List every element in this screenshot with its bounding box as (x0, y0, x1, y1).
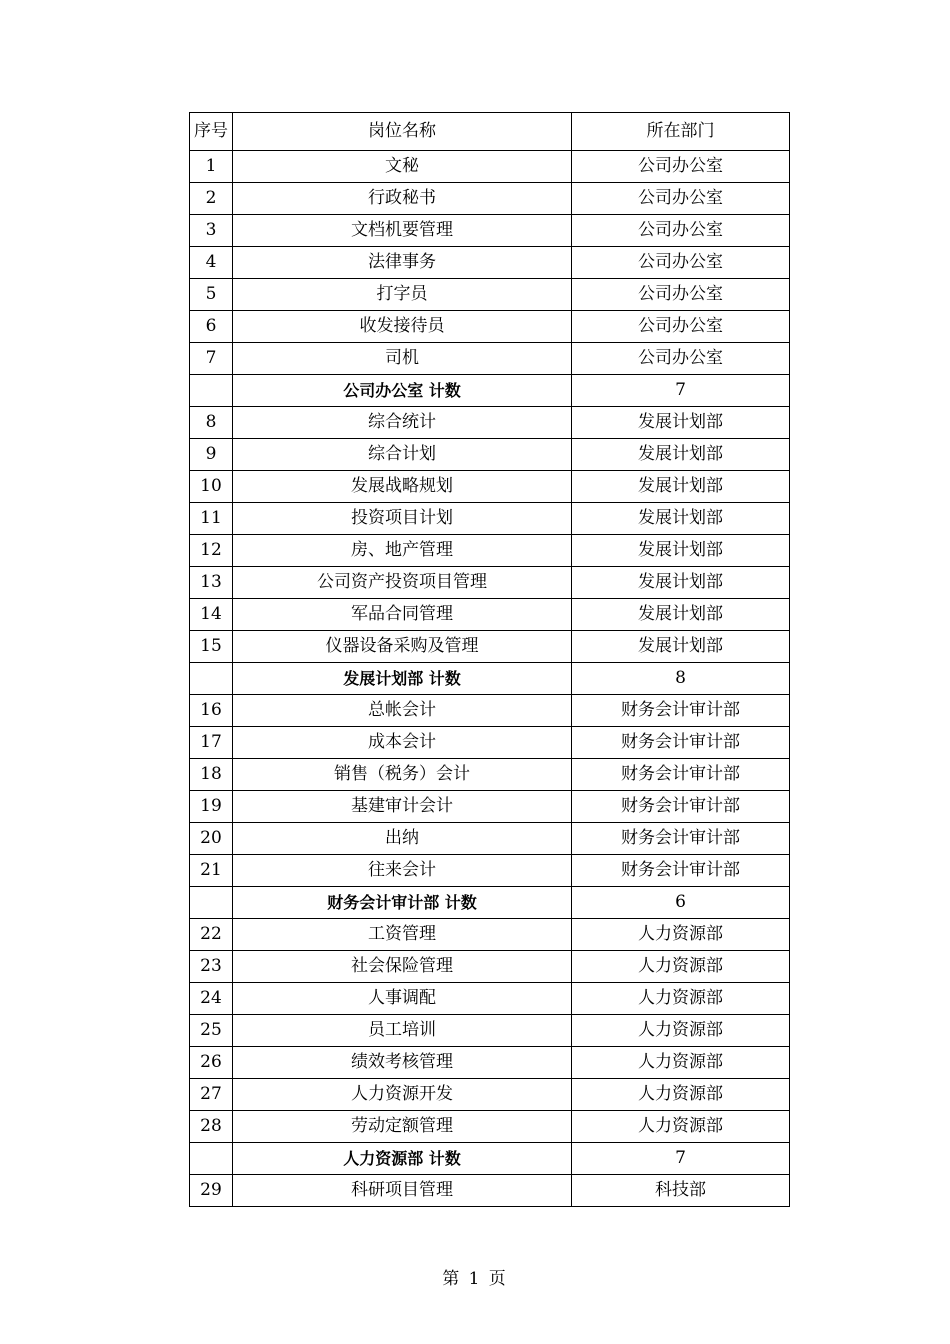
cell-post: 综合计划 (233, 439, 572, 471)
cell-dept: 人力资源部 (572, 1111, 790, 1143)
cell-no: 27 (190, 1079, 233, 1111)
cell-dept: 财务会计审计部 (572, 727, 790, 759)
cell-no: 7 (190, 343, 233, 375)
table-row (190, 983, 790, 1015)
cell-no: 5 (190, 279, 233, 311)
cell-no: 10 (190, 471, 233, 503)
cell-dept: 公司办公室 (572, 183, 790, 215)
cell-no: 19 (190, 791, 233, 823)
cell-no: 22 (190, 919, 233, 951)
header-post: 岗位名称 (233, 113, 572, 151)
subtotal-blank-cell (190, 375, 233, 407)
subtotal-row (190, 887, 790, 919)
cell-post: 军品合同管理 (233, 599, 572, 631)
cell-no: 16 (190, 695, 233, 727)
cell-post: 工资管理 (233, 919, 572, 951)
table-row (190, 215, 790, 247)
subtotal-count: 6 (572, 887, 790, 919)
table-row (190, 759, 790, 791)
cell-post: 房、地产管理 (233, 535, 572, 567)
cell-no: 2 (190, 183, 233, 215)
cell-post: 打字员 (233, 279, 572, 311)
subtotal-row (190, 1143, 790, 1175)
table-row (190, 183, 790, 215)
cell-post: 劳动定额管理 (233, 1111, 572, 1143)
cell-dept: 发展计划部 (572, 503, 790, 535)
cell-dept: 发展计划部 (572, 631, 790, 663)
cell-post: 总帐会计 (233, 695, 572, 727)
table-row (190, 567, 790, 599)
cell-dept: 发展计划部 (572, 599, 790, 631)
cell-no: 25 (190, 1015, 233, 1047)
cell-dept: 公司办公室 (572, 247, 790, 279)
cell-dept: 人力资源部 (572, 919, 790, 951)
table-row (190, 951, 790, 983)
table-row (190, 919, 790, 951)
table-row (190, 535, 790, 567)
table-row (190, 631, 790, 663)
table-row (190, 343, 790, 375)
subtotal-blank-cell (190, 1143, 233, 1175)
cell-dept: 财务会计审计部 (572, 823, 790, 855)
cell-post: 人事调配 (233, 983, 572, 1015)
cell-dept: 发展计划部 (572, 535, 790, 567)
subtotal-count: 7 (572, 1143, 790, 1175)
cell-post: 发展战略规划 (233, 471, 572, 503)
table-row (190, 1175, 790, 1207)
cell-post: 人力资源开发 (233, 1079, 572, 1111)
cell-no: 13 (190, 567, 233, 599)
cell-dept: 发展计划部 (572, 407, 790, 439)
subtotal-label: 发展计划部 计数 (233, 663, 572, 695)
header-dept: 所在部门 (572, 113, 790, 151)
table-row (190, 1079, 790, 1111)
subtotal-label: 财务会计审计部 计数 (233, 887, 572, 919)
cell-dept: 人力资源部 (572, 1015, 790, 1047)
table-row (190, 279, 790, 311)
cell-no: 20 (190, 823, 233, 855)
cell-dept: 发展计划部 (572, 567, 790, 599)
table-row (190, 1111, 790, 1143)
cell-no: 14 (190, 599, 233, 631)
cell-dept: 财务会计审计部 (572, 791, 790, 823)
table-row (190, 599, 790, 631)
cell-post: 文档机要管理 (233, 215, 572, 247)
table-row (190, 151, 790, 183)
cell-post: 成本会计 (233, 727, 572, 759)
cell-dept: 财务会计审计部 (572, 855, 790, 887)
cell-no: 9 (190, 439, 233, 471)
cell-no: 24 (190, 983, 233, 1015)
header-no: 序号 (190, 113, 233, 151)
cell-post: 文秘 (233, 151, 572, 183)
cell-no: 15 (190, 631, 233, 663)
cell-dept: 人力资源部 (572, 1047, 790, 1079)
cell-post: 员工培训 (233, 1015, 572, 1047)
cell-dept: 发展计划部 (572, 439, 790, 471)
table-row (190, 1047, 790, 1079)
table-row (190, 439, 790, 471)
cell-no: 6 (190, 311, 233, 343)
cell-dept: 财务会计审计部 (572, 759, 790, 791)
subtotal-row (190, 663, 790, 695)
cell-post: 行政秘书 (233, 183, 572, 215)
table-row (190, 695, 790, 727)
table-row (190, 855, 790, 887)
subtotal-blank-cell (190, 663, 233, 695)
cell-no: 3 (190, 215, 233, 247)
subtotal-row (190, 375, 790, 407)
cell-dept: 人力资源部 (572, 951, 790, 983)
cell-post: 公司资产投资项目管理 (233, 567, 572, 599)
cell-dept: 公司办公室 (572, 279, 790, 311)
cell-dept: 人力资源部 (572, 1079, 790, 1111)
cell-no: 1 (190, 151, 233, 183)
table-row (190, 823, 790, 855)
cell-post: 社会保险管理 (233, 951, 572, 983)
cell-no: 12 (190, 535, 233, 567)
cell-post: 绩效考核管理 (233, 1047, 572, 1079)
cell-post: 法律事务 (233, 247, 572, 279)
cell-dept: 公司办公室 (572, 151, 790, 183)
cell-post: 收发接待员 (233, 311, 572, 343)
cell-post: 出纳 (233, 823, 572, 855)
subtotal-label: 公司办公室 计数 (233, 375, 572, 407)
cell-dept: 科技部 (572, 1175, 790, 1207)
table-row (190, 503, 790, 535)
table-row (190, 407, 790, 439)
cell-post: 基建审计会计 (233, 791, 572, 823)
cell-no: 28 (190, 1111, 233, 1143)
cell-no: 21 (190, 855, 233, 887)
cell-post: 往来会计 (233, 855, 572, 887)
cell-post: 投资项目计划 (233, 503, 572, 535)
cell-dept: 发展计划部 (572, 471, 790, 503)
cell-no: 26 (190, 1047, 233, 1079)
cell-no: 29 (190, 1175, 233, 1207)
subtotal-count: 7 (572, 375, 790, 407)
cell-dept: 公司办公室 (572, 311, 790, 343)
cell-no: 8 (190, 407, 233, 439)
cell-no: 4 (190, 247, 233, 279)
table-row (190, 311, 790, 343)
cell-post: 仪器设备采购及管理 (233, 631, 572, 663)
cell-no: 17 (190, 727, 233, 759)
cell-post: 科研项目管理 (233, 1175, 572, 1207)
cell-no: 11 (190, 503, 233, 535)
post-table (189, 112, 790, 1207)
cell-no: 23 (190, 951, 233, 983)
subtotal-blank-cell (190, 887, 233, 919)
page-number: 第 1 页 (442, 1269, 508, 1289)
table-row (190, 471, 790, 503)
table-row (190, 727, 790, 759)
cell-no: 18 (190, 759, 233, 791)
table-header-row (190, 113, 790, 151)
cell-dept: 公司办公室 (572, 215, 790, 247)
cell-post: 销售（税务）会计 (233, 759, 572, 791)
table-row (190, 247, 790, 279)
subtotal-count: 8 (572, 663, 790, 695)
table-row (190, 791, 790, 823)
cell-post: 司机 (233, 343, 572, 375)
cell-dept: 人力资源部 (572, 983, 790, 1015)
table-row (190, 1015, 790, 1047)
cell-post: 综合统计 (233, 407, 572, 439)
cell-dept: 公司办公室 (572, 343, 790, 375)
cell-dept: 财务会计审计部 (572, 695, 790, 727)
subtotal-label: 人力资源部 计数 (233, 1143, 572, 1175)
